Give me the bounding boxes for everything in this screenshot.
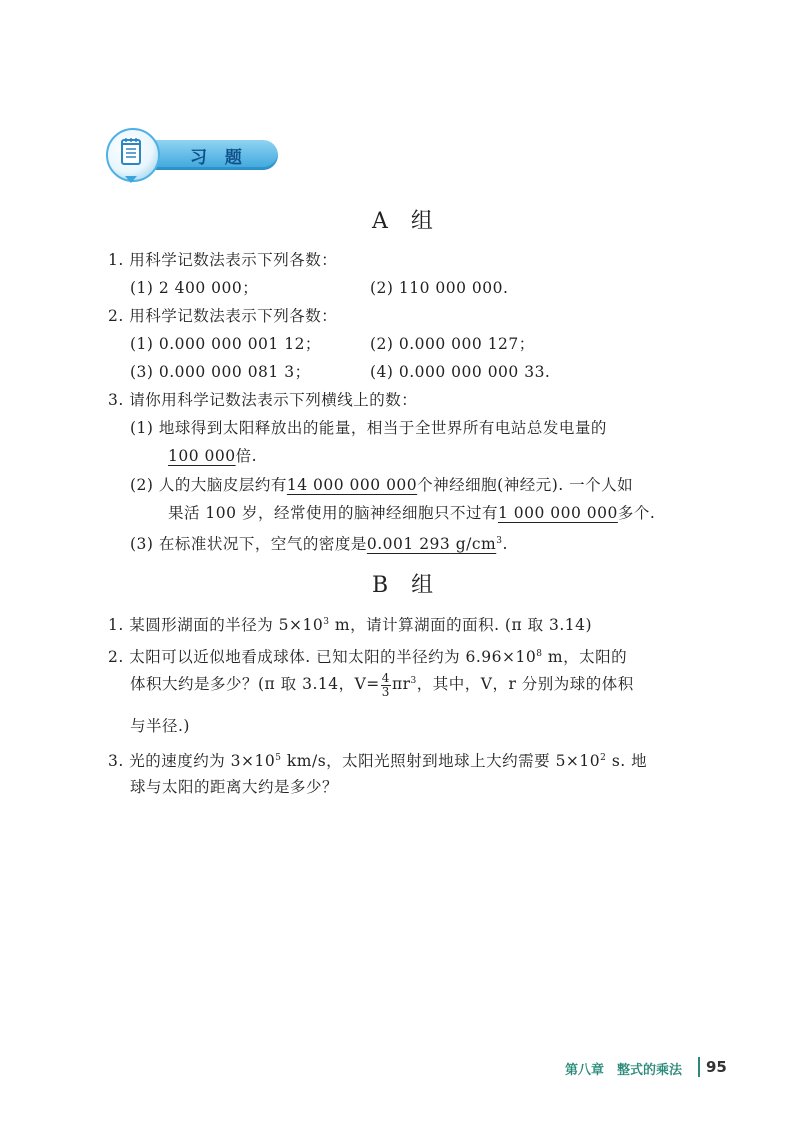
- b-q2b-pre: 体积大约是多少？(π 取 3.14，V=: [130, 675, 380, 694]
- a-q3-part3-blank: 0.001 293: [366, 535, 451, 554]
- badge-circle: [106, 128, 160, 182]
- b-q2-line3: 与半径.): [130, 717, 190, 735]
- badge-title: 习 题: [190, 148, 248, 168]
- volume-fraction: [381, 672, 391, 699]
- b-q3a-pre: 3. 光的速度约为 3×10: [108, 752, 276, 771]
- b-q3-line2: 球与太阳的距离大约是多少？: [130, 778, 339, 796]
- a-q1-part1: (1) 2 400 000；: [130, 279, 259, 297]
- a-q2-part3: (3) 0.000 000 081 3；: [130, 363, 311, 381]
- a-q3-part3-pre: (3) 在标准状况下，空气的密度是: [130, 535, 367, 554]
- b-q1: [108, 612, 592, 635]
- b-q2a-pre: 2. 太阳可以近似地看成球体. 已知太阳的半径约为 6.96×10: [108, 648, 537, 667]
- a-q3-part2-blank1: 14 000 000 000: [286, 476, 418, 494]
- a-q3-part2-post: 个神经细胞(神经元). 一个人如: [417, 476, 634, 494]
- group-b-title: B 组: [372, 573, 442, 598]
- a-q3-part2-line1: [130, 475, 633, 495]
- a-q3-part2-line2: [168, 503, 655, 523]
- b-q2b-post: ，其中，V，r 分别为球的体积: [416, 675, 634, 694]
- a-q3-part2-pre: (2) 人的大脑皮层约有: [130, 476, 287, 494]
- a-q2-part4: (4) 0.000 000 000 33.: [370, 363, 551, 381]
- exercise-badge: [100, 128, 278, 180]
- fraction-denominator: 3: [381, 684, 390, 699]
- a-q3-part3: [130, 531, 508, 554]
- b-q2-line2: [130, 671, 634, 699]
- b-q2a-sup: 8: [536, 649, 543, 659]
- a-q3-stem: 3. 请你用科学记数法表示下列横线上的数：: [108, 391, 418, 409]
- a-q3-part3-sup: 3: [496, 536, 503, 546]
- page-number: 95: [706, 1058, 727, 1076]
- b-q1-sup: 3: [323, 617, 330, 627]
- footer-divider: [698, 1057, 700, 1077]
- a-q1-part2: (2) 110 000 000.: [370, 279, 509, 297]
- a-q3-part2b-pre: 果活 100 岁，经常使用的脑神经细胞只不过有: [168, 504, 498, 522]
- a-q2-stem: 2. 用科学记数法表示下列各数：: [108, 307, 338, 325]
- b-q3a-sup2: 2: [600, 753, 607, 763]
- b-q3a-post: s. 地: [606, 752, 648, 771]
- b-q2-line1: [108, 644, 627, 667]
- a-q3-part3-end: .: [502, 535, 508, 554]
- b-q1-post: m，请计算湖面的面积. (π 取 3.14): [329, 616, 593, 635]
- b-q1-pre: 1. 某圆形湖面的半径为 5×10: [108, 616, 324, 635]
- b-q3a-sup1: 5: [275, 753, 282, 763]
- a-q3-part2-blank2: 1 000 000 000: [497, 504, 618, 522]
- badge-pointer-icon: [125, 176, 137, 183]
- a-q3-part2b-post: 多个.: [617, 504, 656, 522]
- a-q1-stem: 1. 用科学记数法表示下列各数：: [108, 251, 338, 269]
- a-q3-part1-line2: [168, 446, 257, 466]
- a-q3-part1-line1: (1) 地球得到太阳释放出的能量，相当于全世界所有电站总发电量的: [130, 419, 607, 437]
- b-q2a-post: m，太阳的: [542, 648, 628, 667]
- chapter-footer: 第八章 整式的乘法: [565, 1063, 683, 1078]
- a-q3-part1-blank: 100 000: [168, 447, 236, 465]
- a-q3-part1-tail: 倍.: [235, 447, 258, 465]
- b-q2b-sup: 3: [410, 676, 417, 686]
- b-q3a-mid: km/s，太阳光照射到地球上大约需要 5×10: [281, 752, 601, 771]
- b-q3-line1: [108, 748, 647, 771]
- a-q2-part2: (2) 0.000 000 127；: [370, 335, 535, 353]
- fraction-numerator: 4: [381, 670, 390, 685]
- group-a-title: A 组: [372, 209, 441, 234]
- a-q2-part1: (1) 0.000 000 001 12；: [130, 335, 321, 353]
- notebook-icon: [106, 128, 156, 178]
- a-q3-part3-unit: g/cm: [450, 535, 497, 554]
- b-q2b-mid: πr: [391, 675, 411, 694]
